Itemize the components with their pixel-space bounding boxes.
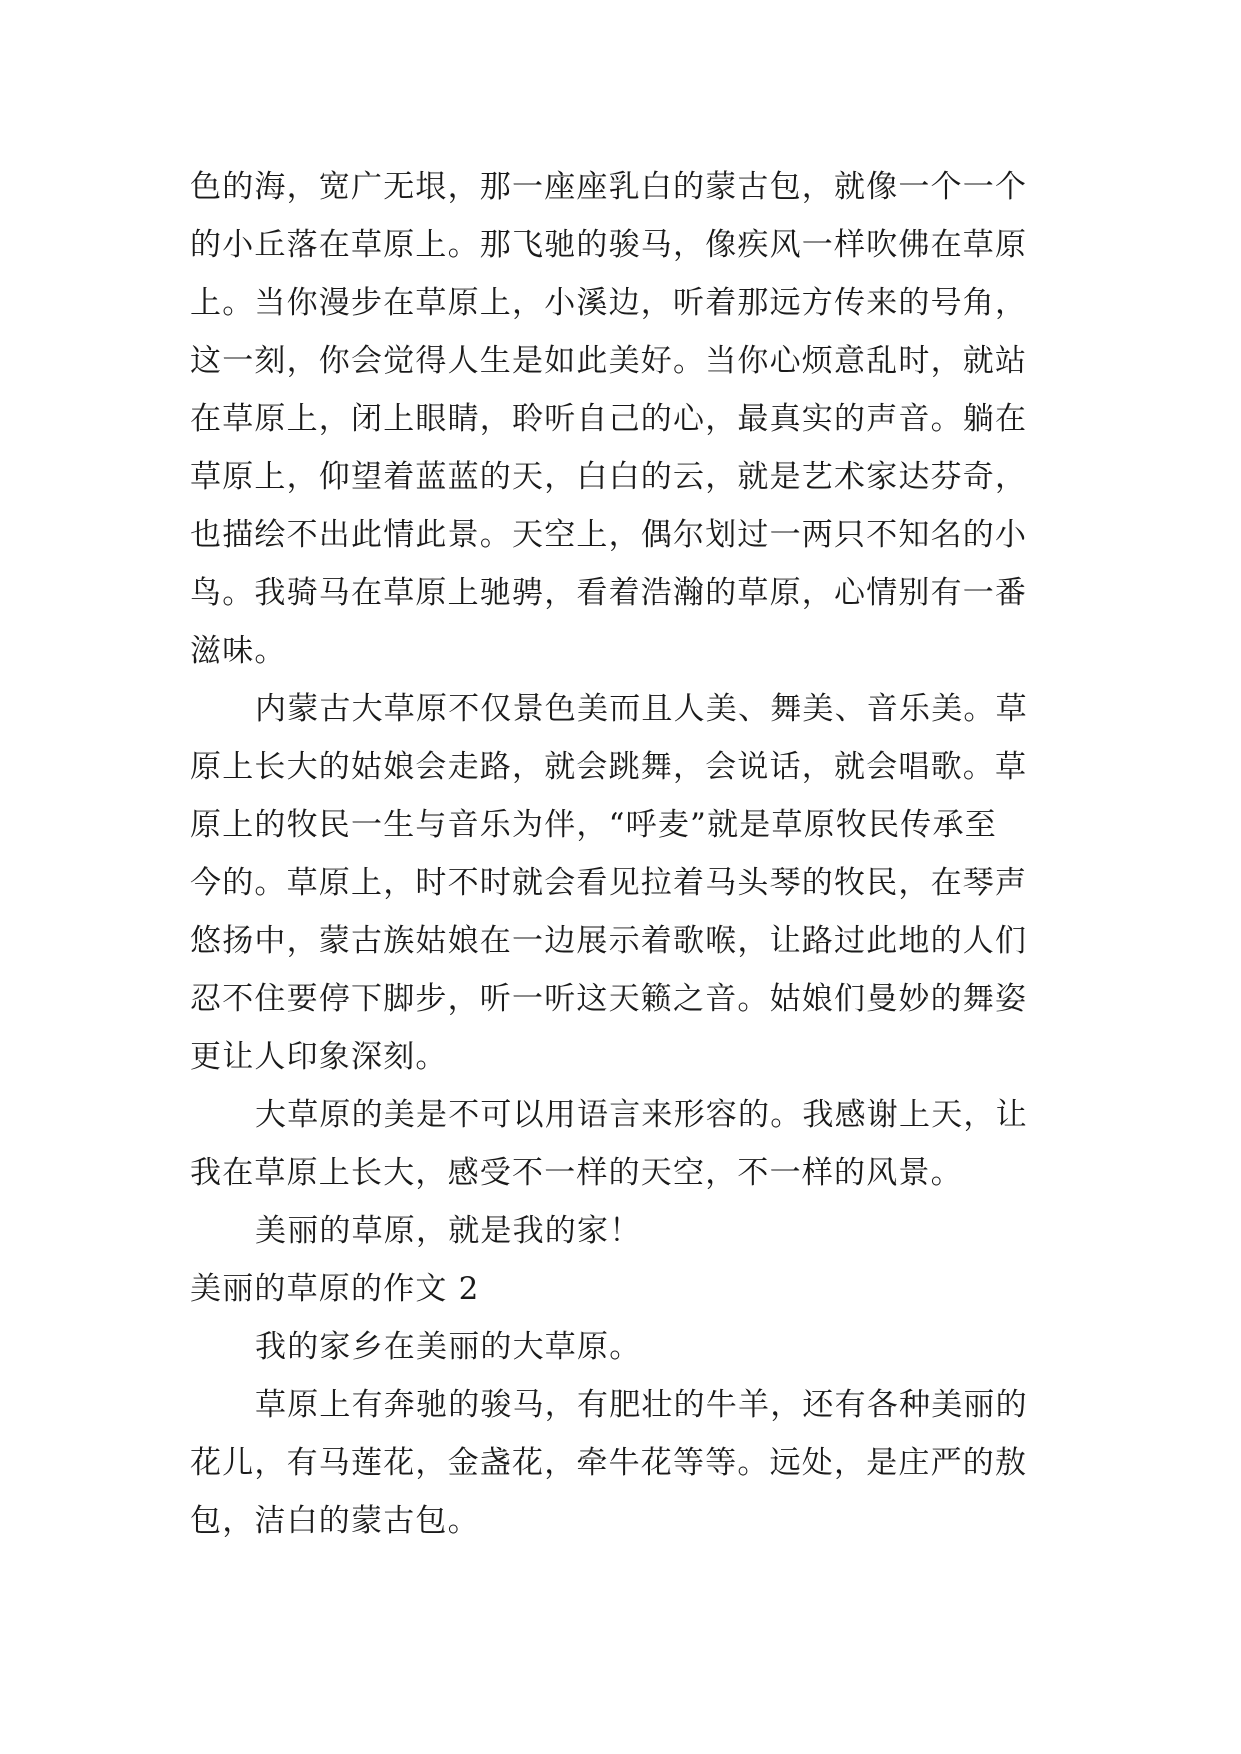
paragraph-start-line: 我的家乡在美丽的大草原。 [255, 1329, 642, 1365]
text-line: 忍不住要停下脚步，听一听这天籁之音。姑娘们曼妙的舞姿 [190, 981, 1028, 1017]
text-line: 草原上，仰望着蓝蓝的天，白白的云，就是艺术家达芬奇， [190, 459, 1028, 495]
paragraph-start-line: 大草原的美是不可以用语言来形容的。我感谢上天，让 [255, 1097, 1028, 1133]
document-body [190, 158, 1060, 1550]
section-heading: 美丽的草原的作文 2 [190, 1271, 480, 1307]
text-line: 包，洁白的蒙古包。 [190, 1503, 480, 1539]
paragraph-start-line: 美丽的草原，就是我的家！ [255, 1213, 642, 1249]
text-line: 上。当你漫步在草原上，小溪边，听着那远方传来的号角， [190, 285, 1028, 321]
text-line: 更让人印象深刻。 [190, 1039, 448, 1075]
text-line: 花儿，有马莲花，金盏花，牵牛花等等。远处，是庄严的敖 [190, 1445, 1028, 1481]
text-line: 原上长大的姑娘会走路，就会跳舞，会说话，就会唱歌。草 [190, 749, 1028, 785]
text-line: 我在草原上长大，感受不一样的天空，不一样的风景。 [190, 1155, 963, 1191]
text-line: 滋味。 [190, 633, 287, 669]
text-line: 也描绘不出此情此景。天空上，偶尔划过一两只不知名的小 [190, 517, 1028, 553]
text-line: 鸟。我骑马在草原上驰骋，看着浩瀚的草原，心情别有一番 [190, 575, 1028, 611]
text-line: 在草原上，闭上眼睛，聆听自己的心，最真实的声音。躺在 [190, 401, 1028, 437]
paragraph-start-line: 内蒙古大草原不仅景色美而且人美、舞美、音乐美。草 [255, 691, 1028, 727]
paragraph-start-line: 草原上有奔驰的骏马，有肥壮的牛羊，还有各种美丽的 [255, 1387, 1028, 1423]
text-line: 悠扬中，蒙古族姑娘在一边展示着歌喉，让路过此地的人们 [190, 923, 1028, 959]
text-line: 这一刻，你会觉得人生是如此美好。当你心烦意乱时，就站 [190, 343, 1028, 379]
text-line: 原上的牧民一生与音乐为伴，“呼麦”就是草原牧民传承至 [190, 807, 997, 843]
text-line: 今的。草原上，时不时就会看见拉着马头琴的牧民，在琴声 [190, 865, 1028, 901]
text-line: 的小丘落在草原上。那飞驰的骏马，像疾风一样吹佛在草原 [190, 227, 1028, 263]
text-line: 色的海，宽广无垠，那一座座乳白的蒙古包，就像一个一个 [190, 169, 1028, 205]
